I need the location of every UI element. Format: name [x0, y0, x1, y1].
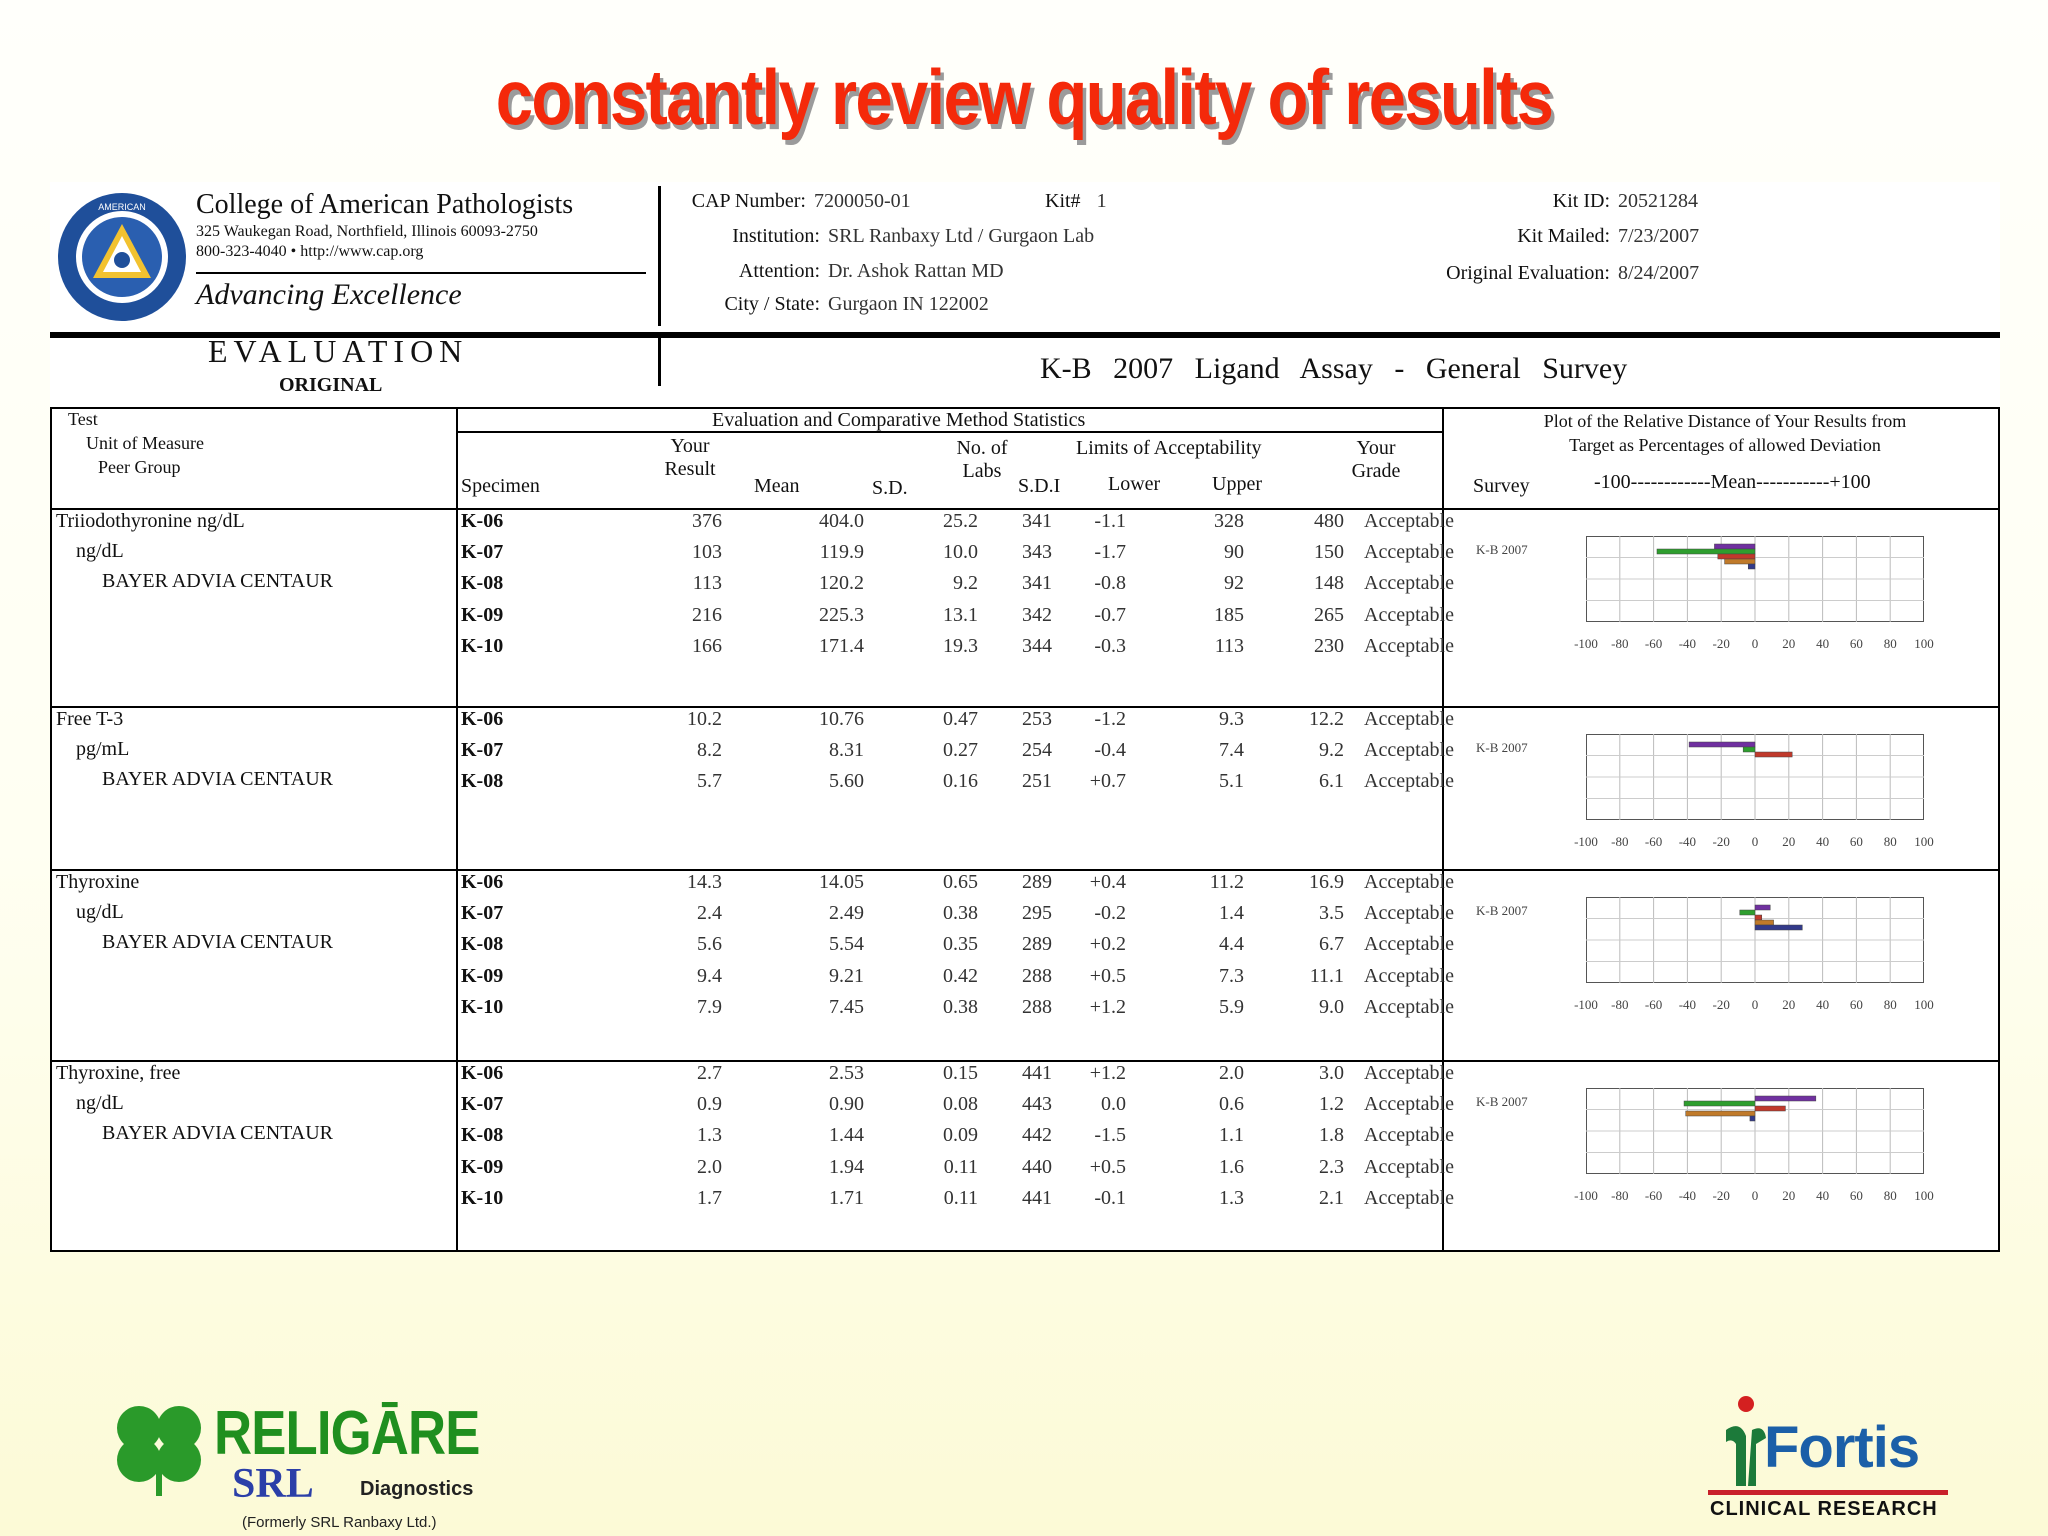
cell-sdi: +0.4 — [1089, 871, 1126, 893]
cell-sd: 19.3 — [943, 634, 978, 657]
plot-tick-label: 40 — [1816, 636, 1830, 651]
plot-tick-label: -80 — [1611, 997, 1629, 1012]
cell-upper: 12.2 — [1309, 708, 1344, 730]
plot-survey-label: K-B 2007 — [1476, 740, 1528, 755]
plot-tick-label: 40 — [1816, 1188, 1830, 1203]
plot-tick-label: -40 — [1678, 1188, 1697, 1203]
cell-grade: Acceptable — [1364, 634, 1454, 657]
cell-upper: 9.0 — [1319, 995, 1344, 1018]
cell-lower: 1.4 — [1219, 902, 1244, 925]
plot-bar-k-10 — [1748, 564, 1755, 569]
cell-specimen: K-07 — [461, 541, 504, 564]
plot-bar-k-07 — [1740, 910, 1755, 915]
cell-grade: Acceptable — [1364, 603, 1454, 626]
cell-grade: Acceptable — [1364, 1093, 1454, 1116]
cell-mean: 5.60 — [829, 770, 864, 793]
peer-group: BAYER ADVIA CENTAUR — [102, 768, 334, 790]
cell-mean: 1.94 — [829, 1155, 864, 1178]
religare-wordmark: RELIGĀRE — [214, 1399, 480, 1468]
cell-upper: 148 — [1314, 572, 1344, 595]
plot-tick-label: 0 — [1751, 636, 1759, 651]
cell-grade: Acceptable — [1364, 1186, 1454, 1209]
cap-number-field: CAP Number: 7200050-01 — [691, 190, 911, 212]
cell-grade: Acceptable — [1364, 739, 1454, 762]
cell-specimen: K-09 — [461, 1155, 504, 1178]
plot-tick-label: -100 — [1574, 636, 1598, 651]
fortis-logo — [1708, 1390, 1958, 1536]
cell-sdi: +1.2 — [1089, 1062, 1126, 1084]
cell-result: 166 — [692, 634, 722, 657]
plot-tick-label: 0 — [1751, 1188, 1759, 1203]
cell-grade: Acceptable — [1364, 995, 1454, 1018]
cell-result: 9.4 — [697, 964, 722, 987]
cell-mean: 9.21 — [829, 964, 864, 987]
plot-tick-label: -20 — [1712, 834, 1730, 849]
cell-sdi: -0.7 — [1094, 603, 1126, 626]
cell-upper: 16.9 — [1309, 871, 1344, 893]
cell-sdi: -1.1 — [1094, 510, 1126, 532]
results-table — [50, 407, 2000, 1252]
cell-grade: Acceptable — [1364, 1062, 1454, 1084]
cell-result: 14.3 — [687, 871, 722, 893]
survey-title: K-B 2007 Ligand Assay - General Survey — [1040, 352, 1628, 385]
cell-lower: 92 — [1224, 572, 1244, 595]
cell-mean: 10.76 — [819, 708, 864, 730]
cell-sdi: +0.7 — [1089, 770, 1126, 793]
original-evaluation-field: Original Evaluation: 8/24/2007 — [1446, 262, 1700, 284]
cell-result: 1.7 — [697, 1186, 722, 1209]
org-block — [196, 188, 656, 312]
deviation-plot — [1586, 536, 1924, 622]
cell-result: 2.0 — [697, 1155, 722, 1178]
cell-lower: 4.4 — [1219, 933, 1244, 956]
plot-bar-k-06 — [1755, 905, 1770, 910]
cell-specimen: K-10 — [461, 634, 504, 657]
cell-lower: 113 — [1214, 634, 1244, 657]
plot-bar-k-10 — [1755, 925, 1802, 930]
cell-mean: 1.71 — [829, 1186, 864, 1209]
cell-grade: Acceptable — [1364, 510, 1454, 532]
cell-specimen: K-08 — [461, 572, 504, 595]
cell-mean: 0.90 — [829, 1093, 864, 1116]
plot-survey-label: K-B 2007 — [1476, 542, 1528, 557]
test-name: Triiodothyronine ng/dL — [56, 510, 245, 532]
cell-labs: 289 — [1022, 871, 1052, 893]
cell-labs: 440 — [1022, 1155, 1052, 1178]
cell-lower: 5.1 — [1219, 770, 1244, 793]
cell-sd: 13.1 — [943, 603, 978, 626]
plot-tick-label: 40 — [1816, 834, 1830, 849]
cell-result: 0.9 — [697, 1093, 722, 1116]
cell-grade: Acceptable — [1364, 1155, 1454, 1178]
plot-tick-label: 80 — [1883, 834, 1897, 849]
cell-lower: 11.2 — [1209, 871, 1244, 893]
col-plot-title: Plot of the Relative Distance of Your Results from Target as Percentages of allowed Deviation — [1543, 411, 1907, 455]
cap-seal-logo — [55, 190, 189, 324]
plot-bar-k-09 — [1725, 559, 1755, 564]
cell-sd: 0.47 — [943, 708, 978, 730]
cell-mean: 5.54 — [829, 933, 864, 956]
plot-survey-label: K-B 2007 — [1476, 903, 1528, 918]
cell-lower: 5.9 — [1219, 995, 1244, 1018]
cell-lower: 7.3 — [1219, 964, 1244, 987]
plot-tick-label: 60 — [1849, 997, 1863, 1012]
cell-specimen: K-06 — [461, 708, 504, 730]
cell-upper: 230 — [1314, 634, 1344, 657]
cell-labs: 254 — [1022, 739, 1052, 762]
cell-result: 376 — [692, 510, 722, 532]
cell-upper: 11.1 — [1309, 964, 1344, 987]
plot-tick-label: -20 — [1712, 1188, 1730, 1203]
col-labs: No. of Labs — [956, 437, 1008, 482]
cell-mean: 2.49 — [829, 902, 864, 925]
plot-tick-label: -40 — [1678, 997, 1697, 1012]
cell-sdi: +0.5 — [1089, 964, 1126, 987]
cell-sd: 25.2 — [943, 510, 978, 532]
cell-lower: 1.6 — [1219, 1155, 1244, 1178]
cell-sdi: -0.8 — [1094, 572, 1126, 595]
col-specimen: Specimen — [461, 475, 540, 497]
cell-mean: 225.3 — [819, 603, 864, 626]
cell-specimen: K-07 — [461, 739, 504, 762]
plot-bar-k-06 — [1755, 1096, 1816, 1101]
cell-labs: 288 — [1022, 995, 1052, 1018]
cell-sd: 0.38 — [943, 995, 978, 1018]
cell-grade: Acceptable — [1364, 871, 1454, 893]
cell-grade: Acceptable — [1364, 708, 1454, 730]
srl-wordmark: SRL — [232, 1461, 314, 1507]
cell-upper: 265 — [1314, 603, 1344, 626]
col-test: Test — [68, 409, 98, 429]
plot-bar-k-08 — [1755, 752, 1792, 757]
cap-evaluation-report — [50, 182, 2000, 1252]
plot-bar-k-09 — [1686, 1111, 1755, 1116]
plot-bar-k-08 — [1755, 1106, 1785, 1111]
cell-grade: Acceptable — [1364, 572, 1454, 595]
cell-mean: 8.31 — [829, 739, 864, 762]
cell-specimen: K-06 — [461, 871, 504, 893]
cell-mean: 404.0 — [819, 510, 864, 532]
attention-field: Attention: Dr. Ashok Rattan MD — [738, 260, 1004, 282]
plot-tick-label: -100 — [1574, 997, 1598, 1012]
cell-labs: 342 — [1022, 603, 1052, 626]
cell-mean: 14.05 — [819, 871, 864, 893]
test-name: Thyroxine, free — [56, 1062, 181, 1084]
col-your-result: Your Result — [664, 435, 716, 480]
cell-upper: 2.1 — [1319, 1186, 1344, 1209]
cell-sd: 0.08 — [943, 1093, 978, 1116]
col-upper: Upper — [1212, 473, 1262, 495]
plot-tick-label: -20 — [1712, 997, 1730, 1012]
plot-tick-label: -60 — [1644, 834, 1663, 849]
cell-labs: 341 — [1022, 510, 1052, 532]
cell-specimen: K-07 — [461, 1093, 504, 1116]
cell-grade: Acceptable — [1364, 933, 1454, 956]
plot-tick-label: 60 — [1849, 636, 1863, 651]
plot-bar-k-09 — [1755, 920, 1774, 925]
cell-result: 8.2 — [697, 739, 722, 762]
cell-sdi: -1.5 — [1094, 1124, 1126, 1147]
plot-tick-label: -60 — [1644, 636, 1663, 651]
cell-sdi: -0.4 — [1094, 739, 1126, 762]
plot-tick-label: 40 — [1816, 997, 1830, 1012]
plot-tick-label: 20 — [1782, 834, 1796, 849]
cell-sdi: +1.2 — [1089, 995, 1126, 1018]
cell-upper: 1.2 — [1319, 1093, 1344, 1116]
cell-labs: 289 — [1022, 933, 1052, 956]
plot-bar-k-08 — [1755, 915, 1762, 920]
cell-specimen: K-10 — [461, 995, 504, 1018]
cell-mean: 120.2 — [819, 572, 864, 595]
formerly-label: (Formerly SRL Ranbaxy Ltd.) — [242, 1514, 437, 1531]
test-unit: ng/dL — [76, 1092, 124, 1114]
plot-bar-k-07 — [1743, 747, 1755, 752]
plot-tick-label: 100 — [1914, 1188, 1934, 1203]
plot-tick-label: -100 — [1574, 834, 1598, 849]
cell-specimen: K-09 — [461, 964, 504, 987]
svg-text:AMERICAN: AMERICAN — [98, 202, 146, 212]
cell-labs: 341 — [1022, 572, 1052, 595]
cell-grade: Acceptable — [1364, 1124, 1454, 1147]
peer-group: BAYER ADVIA CENTAUR — [102, 570, 334, 592]
cell-specimen: K-06 — [461, 510, 504, 532]
cell-labs: 344 — [1022, 634, 1052, 657]
cell-upper: 6.1 — [1319, 770, 1344, 793]
cell-sd: 0.42 — [943, 964, 978, 987]
plot-tick-label: 0 — [1751, 834, 1759, 849]
cell-sd: 0.11 — [943, 1186, 978, 1209]
plot-tick-label: 80 — [1883, 997, 1897, 1012]
cell-lower: 7.4 — [1219, 739, 1244, 762]
cell-labs: 442 — [1022, 1124, 1052, 1147]
cell-sd: 0.65 — [943, 871, 978, 893]
cell-result: 5.6 — [697, 933, 722, 956]
col-survey: Survey — [1473, 475, 1530, 497]
cell-specimen: K-06 — [461, 1062, 504, 1084]
report-header — [50, 182, 2000, 332]
col-limits: Limits of Acceptability — [1076, 437, 1262, 459]
religare-srl-logo — [104, 1398, 480, 1536]
plot-tick-label: 0 — [1751, 997, 1759, 1012]
plot-tick-label: 60 — [1849, 1188, 1863, 1203]
cell-sd: 0.38 — [943, 902, 978, 925]
plot-tick-label: -100 — [1574, 1188, 1598, 1203]
evaluation-title: EVALUATION — [208, 333, 469, 369]
plot-tick-label: -20 — [1712, 636, 1730, 651]
cell-sd: 0.09 — [943, 1124, 978, 1147]
plot-bar-k-07 — [1657, 549, 1755, 554]
cell-specimen: K-07 — [461, 902, 504, 925]
cell-sdi: +0.5 — [1089, 1155, 1126, 1178]
cell-sd: 0.15 — [943, 1062, 978, 1084]
kit-mailed-field: Kit Mailed: 7/23/2007 — [1517, 225, 1700, 247]
fortis-wordmark: Fortis — [1764, 1415, 1920, 1480]
cell-lower: 1.3 — [1219, 1186, 1244, 1209]
plot-survey-label: K-B 2007 — [1476, 1094, 1528, 1109]
cell-sdi: -0.1 — [1094, 1186, 1126, 1209]
cell-lower: 2.0 — [1219, 1062, 1244, 1084]
plot-tick-label: 100 — [1914, 834, 1934, 849]
cell-lower: 9.3 — [1219, 708, 1244, 730]
cell-specimen: K-08 — [461, 1124, 504, 1147]
cell-labs: 295 — [1022, 902, 1052, 925]
col-grade: Your Grade — [1351, 437, 1401, 482]
cell-upper: 2.3 — [1319, 1155, 1344, 1178]
diagnostics-label: Diagnostics — [360, 1478, 474, 1500]
cell-sdi: -0.2 — [1094, 902, 1126, 925]
col-unit: Unit of Measure — [86, 433, 204, 453]
plot-tick-label: 20 — [1782, 997, 1796, 1012]
cell-grade: Acceptable — [1364, 770, 1454, 793]
deviation-plot — [1586, 897, 1924, 983]
col-mean: Mean — [754, 475, 800, 497]
plot-tick-label: -80 — [1611, 1188, 1629, 1203]
col-stats-title: Evaluation and Comparative Method Statistics — [712, 409, 1086, 431]
cell-grade: Acceptable — [1364, 541, 1454, 564]
cell-labs: 288 — [1022, 964, 1052, 987]
plot-tick-label: 60 — [1849, 834, 1863, 849]
cell-sdi: 0.0 — [1101, 1093, 1126, 1116]
plot-tick-label: 100 — [1914, 636, 1934, 651]
cell-grade: Acceptable — [1364, 964, 1454, 987]
plot-tick-label: 80 — [1883, 1188, 1897, 1203]
plot-tick-label: -40 — [1678, 834, 1697, 849]
col-scale: -100------------Mean-----------+100 — [1594, 471, 1871, 493]
cell-sd: 0.16 — [943, 770, 978, 793]
cell-result: 7.9 — [697, 995, 722, 1018]
cell-specimen: K-09 — [461, 603, 504, 626]
peer-group: BAYER ADVIA CENTAUR — [102, 1122, 334, 1144]
cell-sd: 10.0 — [943, 541, 978, 564]
test-name: Free T-3 — [56, 708, 124, 730]
cell-upper: 6.7 — [1319, 933, 1344, 956]
evaluation-status: ORIGINAL — [279, 374, 383, 396]
cell-lower: 0.6 — [1219, 1093, 1244, 1116]
cell-sd: 0.11 — [943, 1155, 978, 1178]
plot-bar-k-06 — [1714, 544, 1755, 549]
cell-sd: 9.2 — [953, 572, 978, 595]
cell-result: 103 — [692, 541, 722, 564]
institution-field: Institution: SRL Ranbaxy Ltd / Gurgaon Lab — [732, 225, 1095, 247]
cell-labs: 343 — [1022, 541, 1052, 564]
cell-result: 2.4 — [697, 902, 722, 925]
plot-tick-label: -80 — [1611, 636, 1629, 651]
cell-lower: 185 — [1214, 603, 1244, 626]
cell-specimen: K-08 — [461, 770, 504, 793]
test-unit: pg/mL — [76, 738, 130, 760]
plot-tick-label: -60 — [1644, 997, 1663, 1012]
cell-mean: 7.45 — [829, 995, 864, 1018]
cell-sdi: -0.3 — [1094, 634, 1126, 657]
kit-no-field: Kit# 1 — [1045, 190, 1107, 212]
cell-specimen: K-08 — [461, 933, 504, 956]
cell-upper: 150 — [1314, 541, 1344, 564]
test-unit: ng/dL — [76, 540, 124, 562]
cell-labs: 441 — [1022, 1062, 1052, 1084]
cell-labs: 443 — [1022, 1093, 1052, 1116]
deviation-plot — [1586, 734, 1924, 820]
cell-lower: 1.1 — [1219, 1124, 1244, 1147]
cell-sdi: +0.2 — [1089, 933, 1126, 956]
cell-upper: 3.0 — [1319, 1062, 1344, 1084]
city-field: City / State: Gurgaon IN 122002 — [724, 293, 989, 315]
col-lower: Lower — [1108, 473, 1161, 495]
fortis-figure-icon — [1712, 1390, 1772, 1490]
cell-sdi: -1.7 — [1094, 541, 1126, 564]
plot-tick-label: 100 — [1914, 997, 1934, 1012]
cell-grade: Acceptable — [1364, 902, 1454, 925]
plot-bar-k-07 — [1684, 1101, 1755, 1106]
cell-result: 216 — [692, 603, 722, 626]
plot-tick-label: 20 — [1782, 1188, 1796, 1203]
cell-upper: 1.8 — [1319, 1124, 1344, 1147]
org-contact: 800-323-4040 • http://www.cap.org — [196, 243, 424, 260]
cell-mean: 171.4 — [819, 634, 864, 657]
plot-tick-label: 20 — [1782, 636, 1796, 651]
cell-result: 1.3 — [697, 1124, 722, 1147]
col-peer: Peer Group — [98, 457, 181, 477]
plot-tick-label: 80 — [1883, 636, 1897, 651]
cell-sd: 0.27 — [943, 739, 978, 762]
cell-lower: 328 — [1214, 510, 1244, 532]
cell-mean: 2.53 — [829, 1062, 864, 1084]
cell-result: 5.7 — [697, 770, 722, 793]
cell-upper: 480 — [1314, 510, 1344, 532]
plot-tick-label: -80 — [1611, 834, 1629, 849]
org-address: 325 Waukegan Road, Northfield, Illinois 60093-2750 — [196, 223, 538, 240]
cell-result: 10.2 — [687, 708, 722, 730]
kit-id-field: Kit ID: 20521284 — [1552, 190, 1698, 212]
plot-bar-k-06 — [1689, 742, 1755, 747]
cell-sd: 0.35 — [943, 933, 978, 956]
cell-upper: 9.2 — [1319, 739, 1344, 762]
test-name: Thyroxine — [56, 871, 140, 893]
cell-result: 2.7 — [697, 1062, 722, 1084]
plot-tick-label: -40 — [1678, 636, 1697, 651]
col-sdi: S.D.I — [1018, 475, 1061, 497]
cell-specimen: K-10 — [461, 1186, 504, 1209]
plot-bar-k-10 — [1750, 1116, 1755, 1121]
cell-upper: 3.5 — [1319, 902, 1344, 925]
clover-icon — [104, 1398, 214, 1498]
peer-group: BAYER ADVIA CENTAUR — [102, 931, 334, 953]
cell-result: 113 — [692, 572, 722, 595]
plot-bar-k-08 — [1718, 554, 1755, 559]
plot-tick-label: -60 — [1644, 1188, 1663, 1203]
cell-sdi: -1.2 — [1094, 708, 1126, 730]
deviation-plot — [1586, 1088, 1924, 1174]
cell-mean: 1.44 — [829, 1124, 864, 1147]
org-name: College of American Pathologists — [196, 189, 574, 220]
test-unit: ug/dL — [76, 901, 124, 923]
cell-lower: 90 — [1224, 541, 1244, 564]
cell-labs: 253 — [1022, 708, 1052, 730]
cell-labs: 441 — [1022, 1186, 1052, 1209]
cell-mean: 119.9 — [819, 541, 864, 564]
cell-labs: 251 — [1022, 770, 1052, 793]
col-sd: S.D. — [872, 477, 908, 499]
org-tagline: Advancing Excellence — [196, 278, 462, 311]
slide-title: constantly review quality of results — [495, 53, 1553, 141]
clinical-research-label: CLINICAL RESEARCH — [1710, 1498, 1938, 1520]
